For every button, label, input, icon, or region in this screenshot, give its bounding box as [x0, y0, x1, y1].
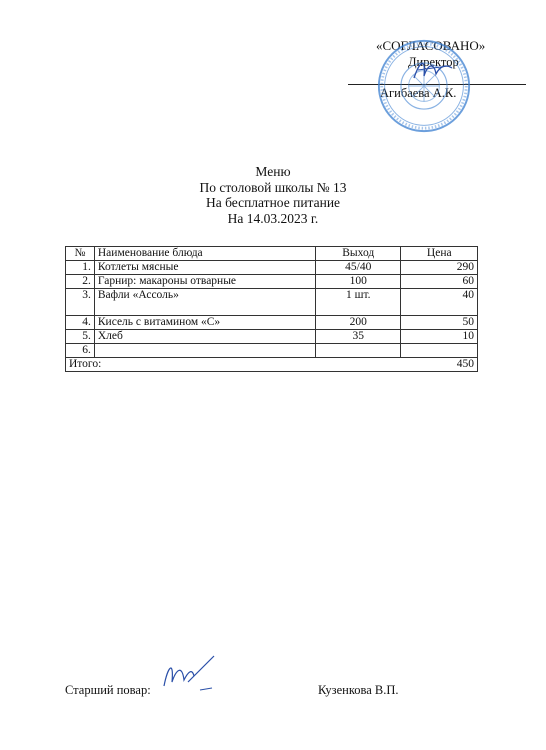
dish-price: 290 — [401, 261, 478, 275]
menu-table — [65, 246, 478, 372]
table-row — [66, 344, 478, 358]
approval-title: «СОГЛАСОВАНО» — [376, 38, 486, 53]
row-number: 2. — [66, 275, 95, 289]
dish-output: 45/40 — [316, 261, 401, 275]
dish-price: 40 — [401, 289, 478, 316]
heading-free-meals: На бесплатное питание — [205, 195, 341, 210]
row-number: 1. — [66, 261, 95, 275]
dish-output: 35 — [316, 330, 401, 344]
official-seal-stamp — [376, 38, 472, 134]
heading-school: По столовой школы № 13 — [199, 179, 347, 195]
dish-output: 1 шт. — [316, 289, 401, 316]
total-value: 450 — [401, 358, 478, 372]
heading-date: На 14.03.2023 г. — [227, 210, 319, 226]
row-number: 4. — [66, 316, 95, 330]
document-heading — [0, 164, 546, 226]
table-row — [66, 275, 478, 289]
approval-role: Директор — [408, 55, 459, 69]
row-number: 3. — [66, 289, 95, 316]
dish-name: Вафли «Ассоль» — [94, 289, 315, 316]
dish-name: Хлеб — [94, 330, 315, 344]
dish-output: 100 — [316, 275, 401, 289]
dish-name: Кисель с витамином «С» — [94, 316, 315, 330]
dish-name: Котлеты мясные — [94, 261, 315, 275]
total-label: Итого: — [66, 358, 401, 372]
dish-price: 10 — [401, 330, 478, 344]
dish-price — [401, 344, 478, 358]
cook-label: Старший повар: — [65, 683, 151, 697]
table-header-row — [66, 247, 478, 261]
row-number: 6. — [66, 344, 95, 358]
header-price: Цена — [401, 247, 478, 261]
dish-price: 50 — [401, 316, 478, 330]
heading-menu: Меню — [255, 164, 291, 179]
cook-name: Кузенкова В.П. — [318, 683, 399, 697]
approval-name: Агибаева А.К. — [380, 86, 457, 100]
dish-output: 200 — [316, 316, 401, 330]
row-number: 5. — [66, 330, 95, 344]
dish-price: 60 — [401, 275, 478, 289]
table-row — [66, 316, 478, 330]
total-row — [66, 358, 478, 372]
dish-output — [316, 344, 401, 358]
table-row — [66, 330, 478, 344]
table-row — [66, 261, 478, 275]
table-row — [66, 289, 478, 316]
header-output: Выход — [316, 247, 401, 261]
dish-name: Гарнир: макароны отварные — [94, 275, 315, 289]
header-dish-name: Наименование блюда — [94, 247, 315, 261]
header-number: № — [66, 247, 95, 261]
director-signature — [408, 54, 458, 84]
dish-name — [94, 344, 315, 358]
cook-signature — [158, 652, 220, 694]
